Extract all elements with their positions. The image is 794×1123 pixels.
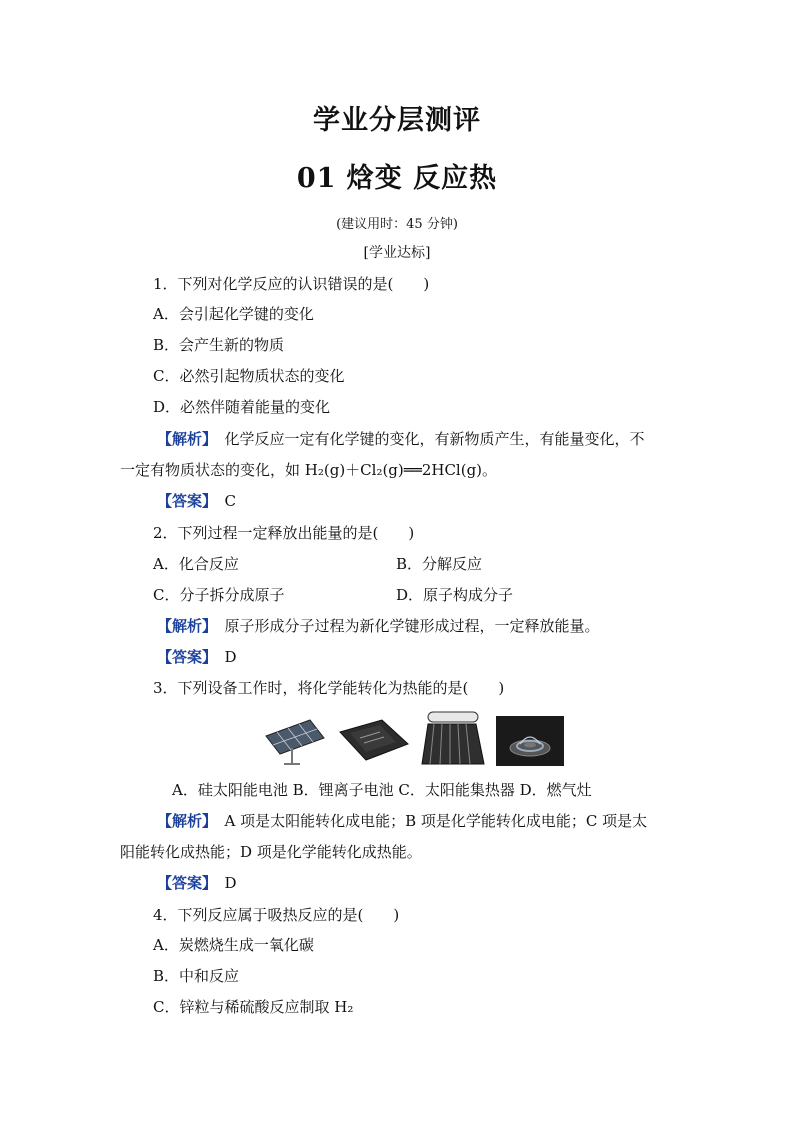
q1-stem: 1．下列对化学反应的认识错误的是( ) (153, 275, 430, 293)
answer-label: 【答案】 (157, 648, 210, 666)
analysis-label: 【解析】 (157, 430, 210, 448)
q3-analysis-text: A 项是太阳能转化成电能；B 项是化学能转化成电能；C 项是太 (224, 812, 648, 830)
time-note: (建议用时：45 分钟) (336, 217, 458, 232)
q1-answer (157, 491, 236, 511)
q2-option-b: B．分解反应 (396, 555, 483, 573)
answer-label: 【答案】 (157, 874, 210, 892)
q2-answer-value: D (224, 648, 237, 666)
q3-stem: 3．下列设备工作时，将化学能转化为热能的是( ) (153, 679, 505, 697)
q2-option-d: D．原子构成分子 (396, 586, 514, 604)
q2-analysis-text: 原子形成分子过程为新化学键形成过程，一定释放能量。 (224, 617, 600, 635)
q1-option-a: A．会引起化学键的变化 (153, 305, 314, 323)
q2-stem: 2．下列过程一定释放出能量的是( ) (153, 524, 415, 542)
q3-answer-value: D (224, 874, 237, 892)
answer-label: 【答案】 (157, 492, 210, 510)
q4-option-a: A．炭燃烧生成一氧化碳 (153, 936, 314, 954)
q1-analysis-text: 化学反应一定有化学键的变化，有新物质产生，有能量变化，不 (224, 430, 645, 448)
q1-answer-value: C (224, 492, 237, 510)
q2-analysis (157, 616, 600, 636)
q3-analysis (157, 811, 647, 831)
q1-analysis-cont: 一定有物质状态的变化，如 H₂(g)＋Cl₂(g)══2HCl(g)。 (120, 461, 498, 479)
solar-panel-image (262, 714, 326, 766)
analysis-label: 【解析】 (157, 812, 210, 830)
q1-option-c: C．必然引起物质状态的变化 (153, 367, 345, 385)
analysis-label: 【解析】 (157, 617, 210, 635)
q4-option-b: B．中和反应 (153, 967, 240, 985)
q1-analysis (157, 429, 645, 449)
q3-answer (157, 873, 237, 893)
q2-answer (157, 647, 237, 667)
lesson-title: 01 焓变 反应热 (296, 163, 498, 194)
q2-option-c: C．分子拆分成原子 (153, 586, 285, 604)
q1-option-b: B．会产生新的物质 (153, 336, 285, 354)
q2-option-a: A．化合反应 (153, 555, 239, 573)
q1-option-d: D．必然伴随着能量的变化 (153, 398, 331, 416)
solar-water-heater-image (418, 708, 488, 768)
q3-options: A．硅太阳能电池 B．锂离子电池 C．太阳能集热器 D．燃气灶 (172, 781, 592, 799)
page-title: 学业分层测评 (313, 105, 481, 136)
gas-stove-image (496, 716, 564, 766)
lithium-battery-image (336, 716, 412, 764)
q4-option-c: C．锌粒与稀硫酸反应制取 H₂ (153, 998, 354, 1016)
section-heading: [学业达标] (363, 245, 431, 261)
q3-analysis-cont: 阳能转化成热能；D 项是化学能转化成热能。 (120, 843, 422, 861)
q4-stem: 4．下列反应属于吸热反应的是( ) (153, 906, 400, 924)
